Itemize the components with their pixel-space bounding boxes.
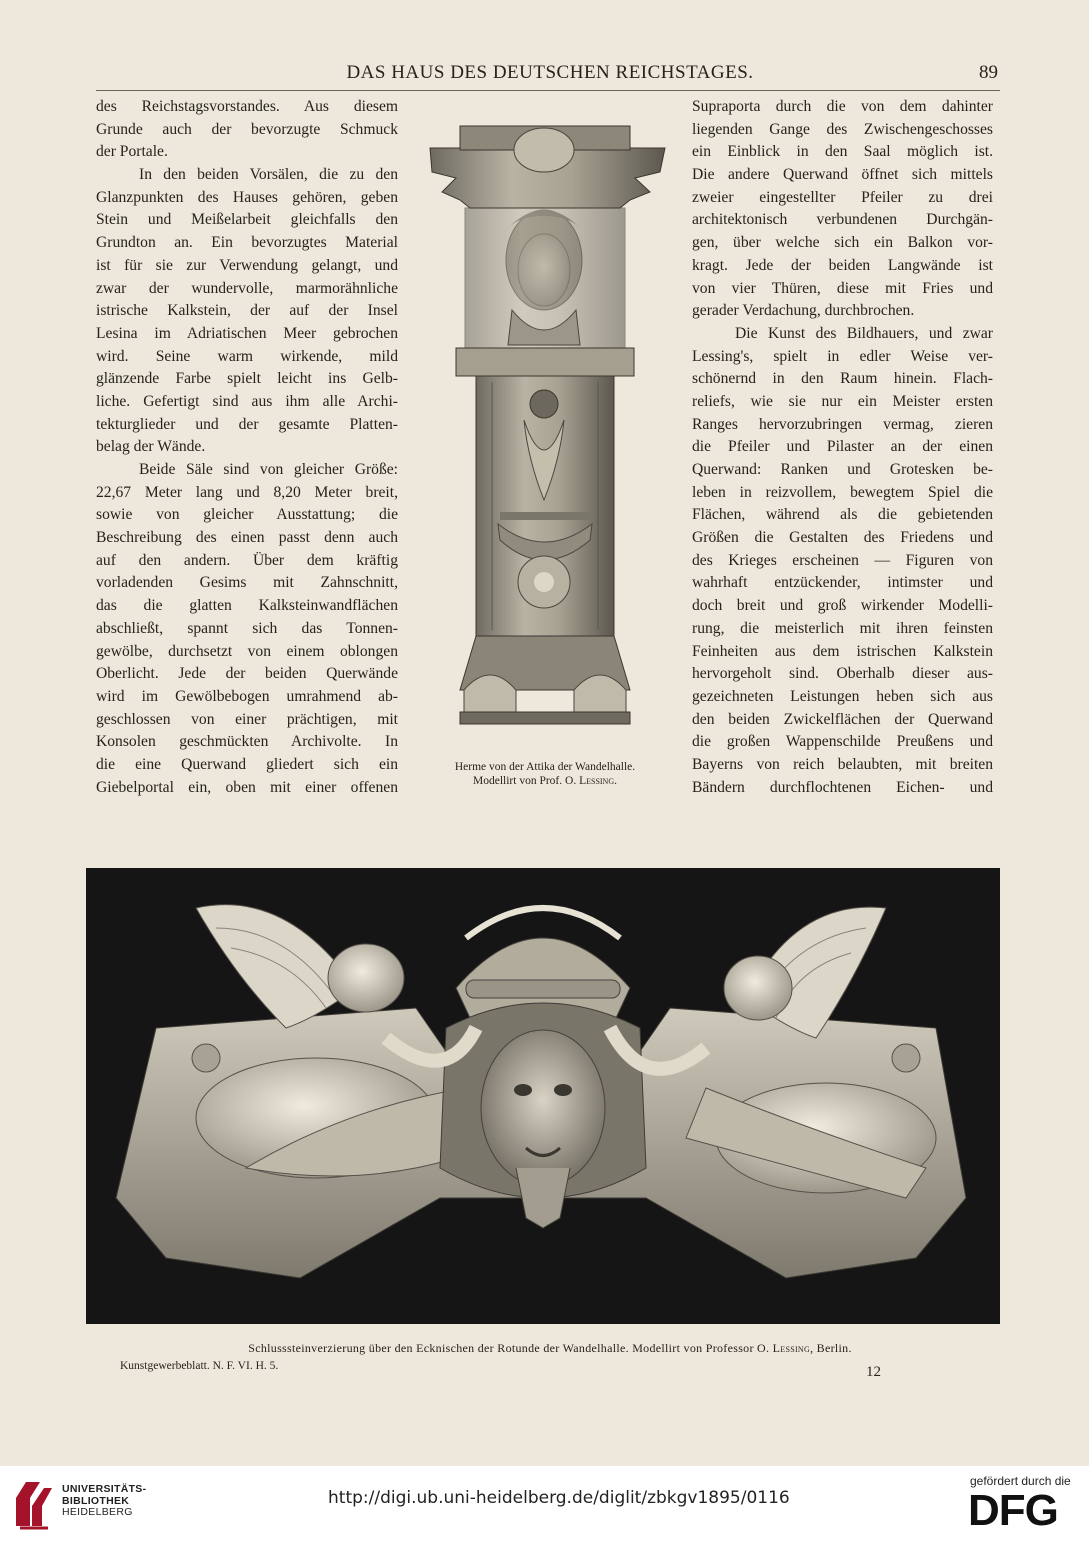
text-line: abschließt, spannt sich das Tonnen- xyxy=(96,619,398,637)
text-line: Querwand: Ranken und Grotesken be- xyxy=(692,461,993,478)
text-line: liche. Gefertigt sind aus ihm alle Archi- xyxy=(96,392,398,410)
text-line: wahrhaft entzückender, intimster und xyxy=(692,574,993,592)
text-line: Größen die Gestalten des Friedens und xyxy=(692,529,993,547)
text-column-left xyxy=(96,96,398,799)
text-line: ist für sie zur Verwendung gelangt, und xyxy=(96,256,398,274)
text-line: vorladenden Gesims mit Zahnschnitt, xyxy=(96,574,398,592)
text-line: Oberlicht. Jede der beiden Querwände xyxy=(96,665,398,683)
sheet-number: 12 xyxy=(866,1364,881,1380)
herme-sculpture-image xyxy=(420,120,670,730)
text-line: zweier eingestellter Pfeiler zu drei xyxy=(692,188,993,206)
text-line: Ranges hervorzubringen vermag, zieren xyxy=(692,415,993,433)
text-line: 22,67 Meter lang und 8,20 Meter breit, xyxy=(96,483,398,501)
text-line: Giebelportal ein, oben mit einer offenen xyxy=(96,778,398,796)
text-line: die Pfeiler und Pilaster an der einen xyxy=(692,438,993,456)
funded-by-label: gefördert durch die xyxy=(970,1474,1071,1488)
text-line: Die andere Querwand öffnet sich mittels xyxy=(692,166,993,184)
university-name[interactable] xyxy=(62,1484,146,1519)
text-line: doch breit und groß wirkender Modelli- xyxy=(692,597,993,615)
footer-bar xyxy=(0,1466,1089,1544)
herme-caption-credit: Modellirt von Prof. O. xyxy=(473,775,580,787)
text-line: sowie von gleicher Ausstattung; die xyxy=(96,506,398,524)
text-line: auf den andern. Über dem kräftig xyxy=(96,551,398,569)
text-line: gezeichneten Leistungen heben sich aus xyxy=(692,687,993,705)
text-line: gen, über welche sich ein Balkon vor- xyxy=(692,234,993,252)
text-line: die großen Wappenschilde Preußens und xyxy=(692,733,993,751)
page-number: 89 xyxy=(979,62,998,83)
text-line: Beschreibung des einen passt denn auch xyxy=(96,529,398,547)
herme-caption-sculptor: Lessing. xyxy=(579,775,617,787)
herme-caption-line1: Herme von der Attika der Wandelhalle. xyxy=(454,761,636,773)
page-title: DAS HAUS DES DEUTSCHEN REICHSTAGES. xyxy=(346,62,754,83)
text-line: Beide Säle sind von gleicher Größe: xyxy=(139,461,398,478)
text-line: die eine Querwand gliedert sich ein xyxy=(96,755,398,773)
herme-caption-line2 xyxy=(400,774,690,788)
text-line: ein Einblick in den Saal möglich ist. xyxy=(692,143,993,161)
text-line: des Krieges erscheinen — Figuren von xyxy=(692,551,993,569)
text-line: tekturglieder und der gesamte Platten- xyxy=(96,415,398,433)
text-line: Die Kunst des Bildhauers, und zwar xyxy=(735,324,993,342)
text-line: Flächen, während als die gebietenden xyxy=(692,506,993,524)
university-name-line2: BIBLIOTHEK xyxy=(62,1494,130,1507)
university-logo-icon[interactable] xyxy=(12,1478,56,1534)
text-line: wird. Seine warm wirkende, mild xyxy=(96,347,398,365)
text-line: Supraporta durch die von dem dahinter xyxy=(692,98,993,115)
text-line: zwar der wundervolle, marmorähnliche xyxy=(96,279,398,297)
text-line: Grunde auch der bevorzugte Schmuck xyxy=(96,120,398,138)
text-line: das die glatten Kalksteinwandflächen xyxy=(96,597,398,615)
text-line: Grundton an. Ein bevorzugtes Material xyxy=(96,234,398,252)
keystone-caption-text: Schlusssteinverzierung über den Ecknischen der Rotunde der Wandelhalle. Modellirt von Professor O. xyxy=(248,1341,773,1355)
text-line: der Portale. xyxy=(96,143,168,161)
text-line: des Reichstagsvorstandes. Aus diesem xyxy=(96,98,398,115)
keystone-caption xyxy=(150,1341,950,1356)
text-line: von vier Thüren, diese mit Fries und xyxy=(692,279,993,297)
text-line: Lesina im Adriatischen Meer gebrochen xyxy=(96,324,398,342)
keystone-caption-place: , Berlin. xyxy=(810,1341,852,1355)
keystone-sculpture-image xyxy=(86,868,1000,1324)
text-line: hervorgeholt sind. Oberhalb dieser aus- xyxy=(692,665,993,683)
text-line: belag der Wände. xyxy=(96,438,206,456)
text-line: leben in reizvollem, bewegtem Spiel die xyxy=(692,483,993,501)
text-line: geschlossen von einer prächtigen, mit xyxy=(96,710,398,728)
text-line: wird im Gewölbebogen umrahmend ab- xyxy=(96,687,398,705)
herme-caption xyxy=(400,760,690,788)
text-line: Lessing's, spielt in edler Weise ver- xyxy=(692,347,993,365)
text-line: den beiden Zwickelflächen der Querwand xyxy=(692,710,993,728)
text-line: Feinheiten aus dem istrischen Kalkstein xyxy=(692,642,993,660)
text-line: liegenden Gange des Zwischengeschosses xyxy=(692,120,993,138)
university-logo-graphic xyxy=(12,1478,56,1530)
text-line: Bayerns von reich belaubten, mit breiten xyxy=(692,755,993,773)
journal-signature: Kunstgewerbeblatt. N. F. VI. H. 5. xyxy=(120,1360,279,1372)
text-line: Konsolen geschmückten Archivolte. In xyxy=(96,733,398,751)
university-name-line3: HEIDELBERG xyxy=(62,1506,133,1518)
text-line: rung, die meisterlich mit ihren feinsten xyxy=(692,619,993,637)
text-line: gerader Verdachung, durchbrochen. xyxy=(692,302,915,320)
dfg-logo[interactable]: DFG xyxy=(968,1486,1058,1535)
text-line: In den beiden Vorsälen, die zu den xyxy=(139,166,398,184)
text-line: architektonisch verbundenen Durchgän- xyxy=(692,211,993,229)
permalink-url[interactable]: http://digi.ub.uni-heidelberg.de/diglit/zbkgv1895/0116 xyxy=(328,1488,790,1508)
keystone-caption-sculptor: Lessing xyxy=(772,1341,811,1355)
header-rule xyxy=(96,90,1000,91)
text-line: Bändern durchflochtenen Eichen- und xyxy=(692,778,993,796)
herme-illustration xyxy=(420,120,670,730)
keystone-illustration xyxy=(86,868,1000,1324)
text-line: Glanzpunkten des Hauses gehören, geben xyxy=(96,188,398,206)
text-line: istrische Kalkstein, der auf der Insel xyxy=(96,302,398,320)
text-line: Stein und Meißelarbeit gleichfalls den xyxy=(96,211,398,229)
text-line: gewölbe, durchsetzt von einem oblongen xyxy=(96,642,398,660)
text-line: kragt. Jede der beiden Langwände ist xyxy=(692,256,993,274)
text-column-right xyxy=(692,96,993,799)
text-line: reliefs, wie sie nur ein Meister ersten xyxy=(692,392,993,410)
university-name-line1: UNIVERSITÄTS- xyxy=(62,1483,147,1495)
text-line: glänzende Farbe spielt leicht ins Gelb- xyxy=(96,370,398,388)
text-line: schönernd in den Raum hinein. Flach- xyxy=(692,370,993,388)
